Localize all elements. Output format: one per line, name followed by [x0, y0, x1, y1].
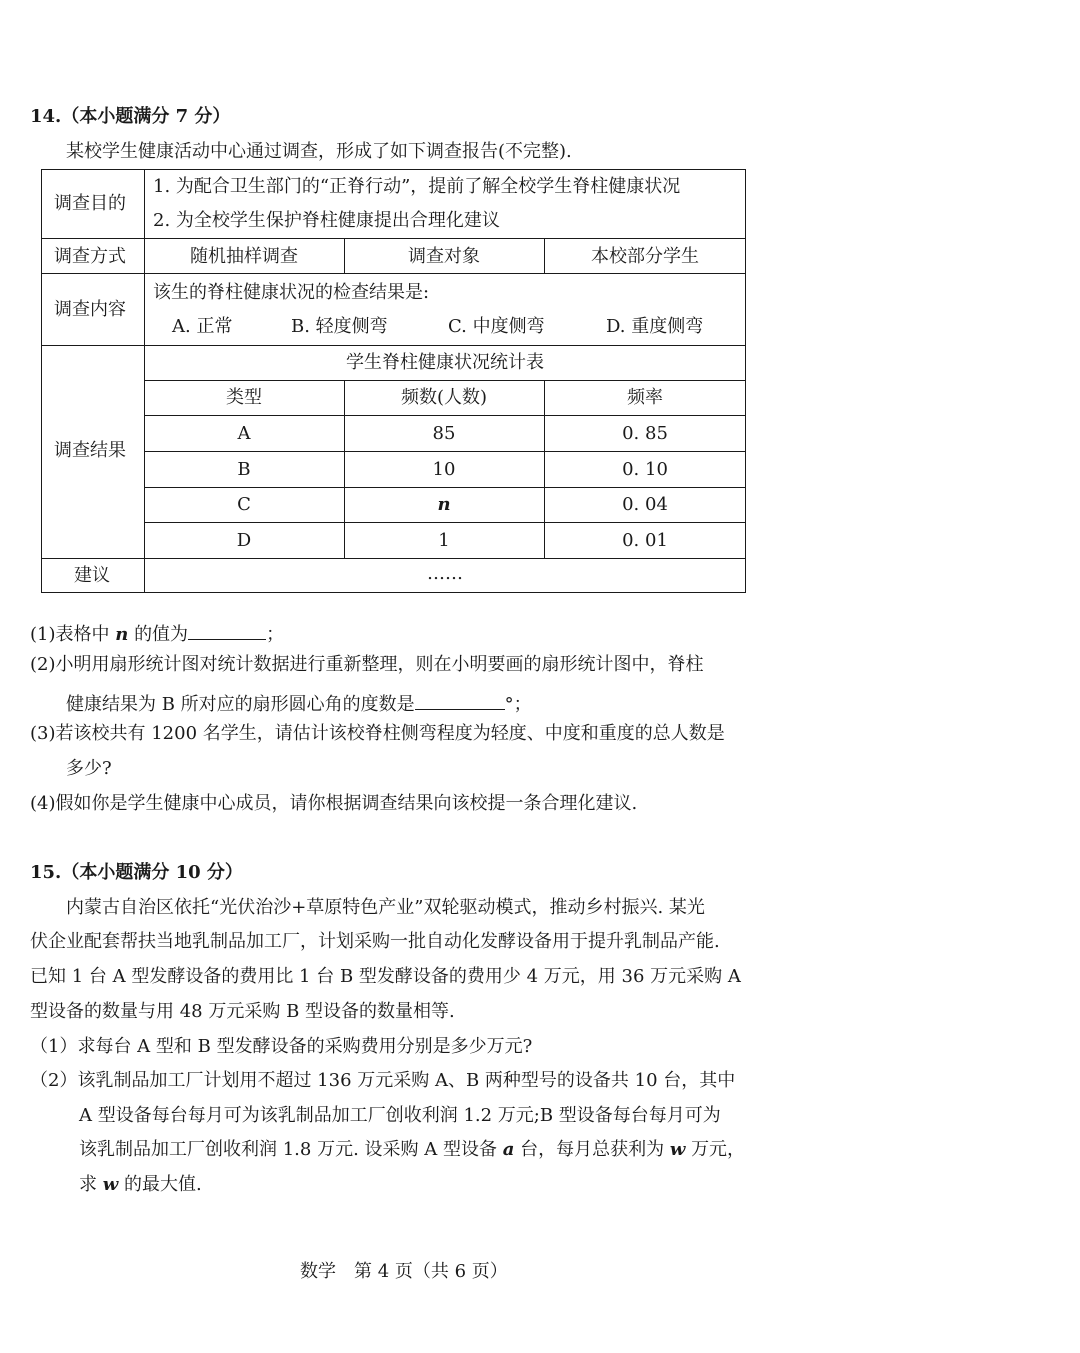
- q14-sub3-line1: (3)若该校共有 1200 名学生，请估计该校脊柱侧弯程度为轻度、中度和重度的总人数是: [30, 723, 725, 744]
- row-divider: [144, 415, 746, 416]
- row-divider: [144, 380, 746, 381]
- variable-w: w: [669, 1139, 686, 1160]
- variable-w: w: [102, 1174, 119, 1195]
- content-question: 该生的脊柱健康状况的检查结果是:: [153, 282, 430, 303]
- q15-paragraph-line: 伏企业配套帮扶当地乳制品加工厂，计划采购一批自动化发酵设备用于提升乳制品产能.: [30, 931, 720, 952]
- result-label: 调查结果: [54, 440, 126, 461]
- row-d-type: D: [236, 530, 252, 551]
- q15-sub2-text: 的最大值.: [123, 1174, 202, 1195]
- object-value: 本校部分学生: [591, 246, 699, 267]
- purpose-item-1: 1. 为配合卫生部门的“正脊行动”，提前了解全校学生脊柱健康状况: [153, 176, 681, 197]
- q15-sub2-text: 该乳制品加工厂创收利润 1.8 万元. 设采购 A 型设备: [79, 1139, 497, 1160]
- row-b-freq: 10: [432, 459, 456, 480]
- q15-paragraph-line: 已知 1 台 A 型发酵设备的费用比 1 台 B 型发酵设备的费用少 4 万元，用 36 万元采购 A: [30, 966, 741, 987]
- row-divider: [144, 522, 746, 523]
- row-a-rate: 0. 85: [622, 423, 668, 444]
- q14-sub1: [30, 621, 284, 644]
- purpose-item-2: 2. 为全校学生保护脊柱健康提出合理化建议: [153, 210, 500, 231]
- q14-sub2-line1: (2)小明用扇形统计图对统计数据进行重新整理，则在小明要画的扇形统计图中，脊柱: [30, 654, 704, 675]
- col-divider: [544, 380, 545, 558]
- col-divider: [544, 238, 545, 273]
- row-c-rate: 0. 04: [622, 494, 668, 515]
- q14-sub4: (4)假如你是学生健康中心成员，请你根据调查结果向该校提一条合理化建议.: [30, 793, 638, 814]
- q14-sub3-line2: 多少?: [66, 758, 112, 779]
- col-header-type: 类型: [226, 387, 262, 408]
- q14-sub2-text: 健康结果为 B 所对应的扇形圆心角的度数是: [66, 694, 415, 715]
- q14-heading-text: 14.（本小题满分 7 分）: [30, 106, 231, 127]
- row-a-type: A: [237, 423, 251, 444]
- option-a: A. 正常: [172, 316, 233, 337]
- row-divider: [144, 451, 746, 452]
- variable-a: a: [502, 1139, 515, 1160]
- q15-sub2-text: 万元，: [691, 1139, 746, 1160]
- q15-sub1: （1）求每台 A 型和 B 型发酵设备的采购费用分别是多少万元?: [30, 1036, 533, 1057]
- q15-sub2-text: 求: [79, 1174, 97, 1195]
- q15-paragraph-line: 型设备的数量与用 48 万元采购 B 型设备的数量相等.: [30, 1001, 455, 1022]
- advice-value: ……: [427, 563, 463, 584]
- col-divider: [144, 169, 145, 593]
- row-b-rate: 0. 10: [622, 459, 668, 480]
- object-label: 调查对象: [408, 246, 480, 267]
- row-c-type: C: [237, 494, 251, 515]
- row-divider: [144, 487, 746, 488]
- row-divider: [41, 273, 746, 274]
- q14-intro: 某校学生健康活动中心通过调查，形成了如下调查报告(不完整).: [66, 141, 572, 162]
- page-footer: 数学 第 4 页（共 6 页）: [300, 1261, 508, 1282]
- q15-heading: [30, 864, 243, 882]
- q15-sub2-line4: [79, 1176, 202, 1194]
- q15-sub2-line3: [79, 1141, 745, 1159]
- row-a-freq: 85: [432, 423, 456, 444]
- row-d-rate: 0. 01: [622, 530, 668, 551]
- advice-label: 建议: [74, 565, 110, 586]
- q14-sub1-text: ；: [266, 624, 285, 645]
- row-b-type: B: [237, 459, 251, 480]
- q15-sub2-text: 台，每月总获利为: [520, 1139, 665, 1160]
- row-c-freq: n: [437, 494, 451, 515]
- col-header-freq: 频数(人数): [400, 387, 488, 408]
- q14-sub2-text: °；: [504, 694, 532, 715]
- q15-paragraph-line: 内蒙古自治区依托“光伏治沙+草原特色产业”双轮驱动模式，推动乡村振兴. 某光: [66, 897, 705, 918]
- option-d: D. 重度侧弯: [606, 316, 704, 337]
- q15-heading-text: 15.（本小题满分 10 分）: [30, 862, 243, 883]
- answer-blank[interactable]: [415, 691, 505, 710]
- stats-table-title: 学生脊柱健康状况统计表: [346, 352, 544, 373]
- col-divider: [344, 238, 345, 273]
- row-divider: [41, 345, 746, 346]
- purpose-label: 调查目的: [54, 193, 126, 214]
- survey-report-table: [41, 169, 746, 593]
- option-c: C. 中度侧弯: [448, 316, 545, 337]
- row-divider: [41, 558, 746, 559]
- variable-n: n: [115, 624, 129, 645]
- content-label: 调查内容: [54, 299, 126, 320]
- q15-sub2-line2: A 型设备每台每月可为该乳制品加工厂创收利润 1.2 万元;B 型设备每台每月可为: [79, 1105, 721, 1126]
- q14-sub2-line2: [66, 691, 532, 714]
- q14-sub1-text: 的值为: [134, 624, 189, 645]
- col-header-rate: 频率: [627, 387, 663, 408]
- q14-heading: [30, 108, 230, 126]
- q14-sub1-text: (1)表格中: [30, 624, 110, 645]
- method-value: 随机抽样调查: [190, 246, 298, 267]
- row-d-freq: 1: [438, 530, 450, 551]
- row-divider: [41, 238, 746, 239]
- q15-sub2-line1: （2）该乳制品加工厂计划用不超过 136 万元采购 A、B 两种型号的设备共 10 台，其中: [30, 1070, 736, 1091]
- option-b: B. 轻度侧弯: [291, 316, 388, 337]
- answer-blank[interactable]: [188, 621, 266, 640]
- col-divider: [344, 380, 345, 558]
- method-label: 调查方式: [54, 246, 126, 267]
